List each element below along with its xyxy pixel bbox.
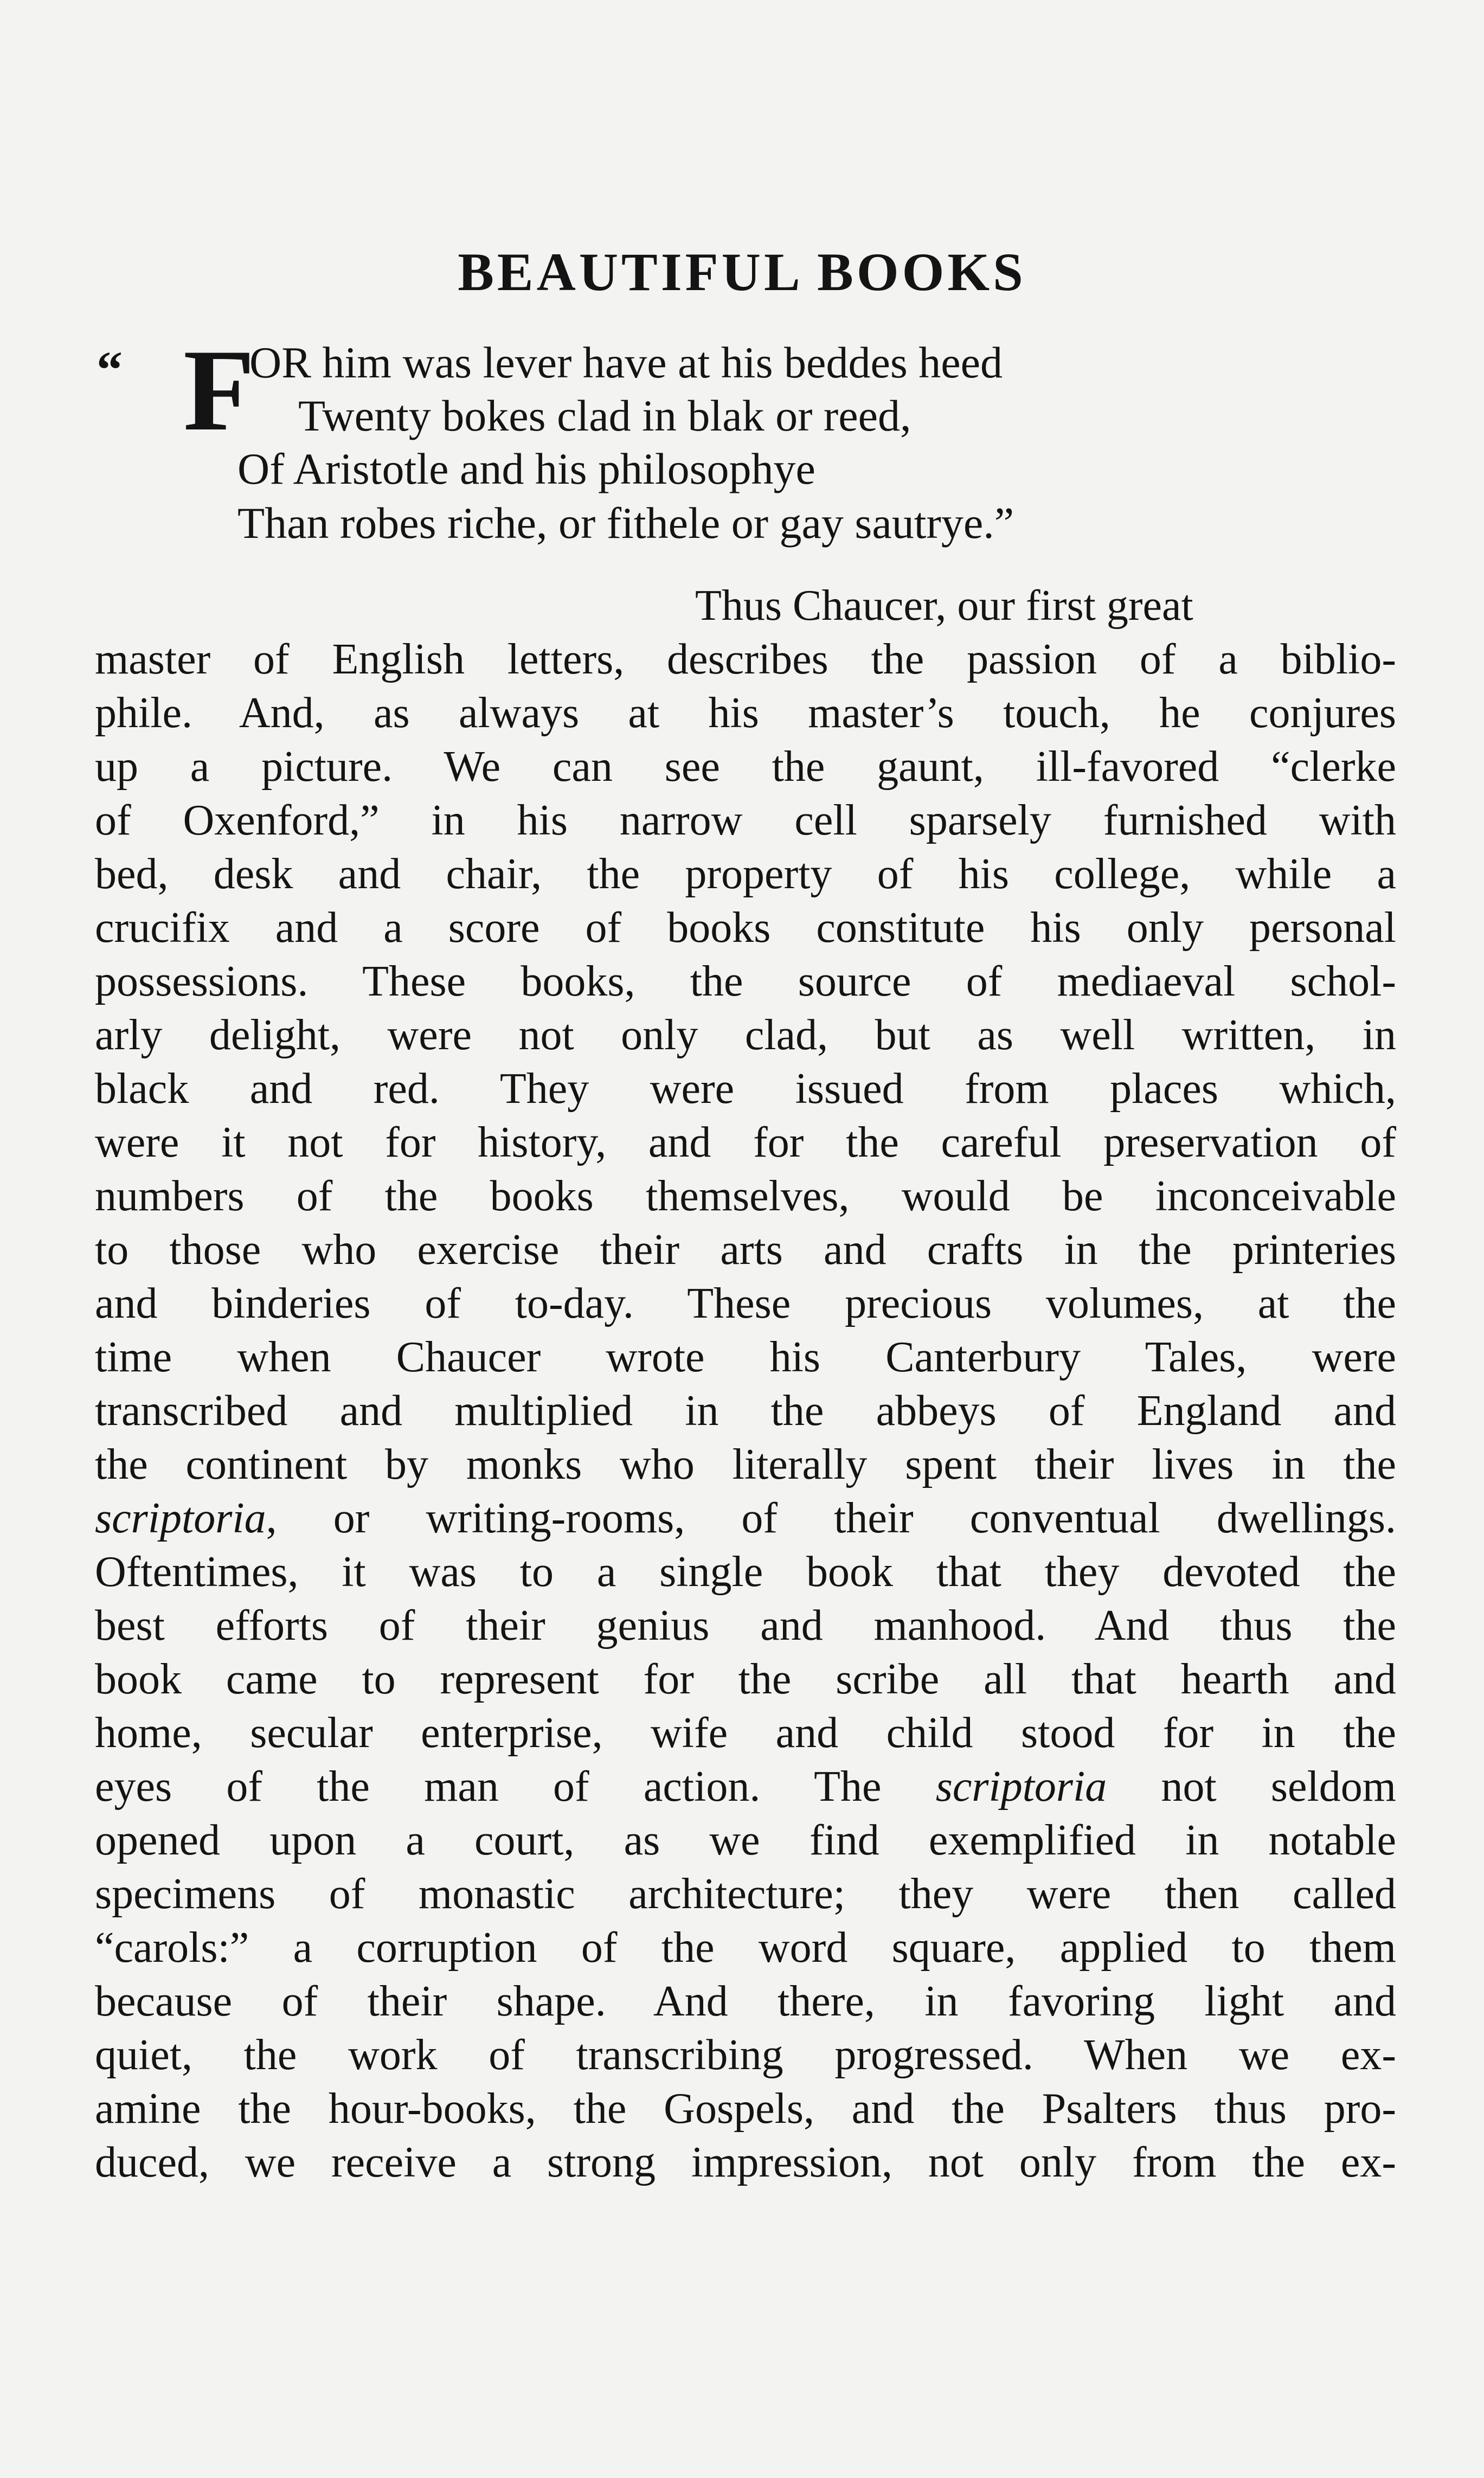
opening-quote-mark: “	[97, 341, 123, 399]
body-text	[95, 579, 1396, 2190]
verse-line: Of Aristotle and his philosophye	[237, 444, 815, 493]
verse-line: OR him was lever have at his beddes heed	[249, 338, 1003, 387]
text-line: bed, desk and chair, the property of his college, while a	[95, 850, 1396, 898]
text-line: the continent by monks who literally spent their lives in the	[95, 1441, 1396, 1488]
text-line: numbers of the books themselves, would be inconceivable	[95, 1172, 1396, 1220]
text-line: book came to represent for the scribe all that hearth and	[95, 1655, 1396, 1703]
chapter-title: BEAUTIFUL BOOKS	[458, 242, 1026, 302]
verse-line: Than robes riche, or fithele or gay sautrye.”	[237, 498, 1014, 548]
text-line: because of their shape. And there, in favoring light and	[95, 1978, 1396, 2025]
text-line: quiet, the work of transcribing progressed. When we ex-	[95, 2031, 1396, 2079]
text-line: arly delight, were not only clad, but as well written, in	[95, 1011, 1396, 1059]
text-line: of Oxenford,” in his narrow cell sparsely furnished with	[95, 797, 1396, 844]
text-line: up a picture. We can see the gaunt, ill-favored “clerke	[95, 743, 1396, 791]
text-line: phile. And, as always at his master’s touch, he conjures	[95, 689, 1396, 737]
text-line: black and red. They were issued from places which,	[95, 1065, 1396, 1113]
text-line: Thus Chaucer, our first great	[695, 582, 1193, 630]
drop-cap-letter: F	[183, 325, 255, 455]
text-line: duced, we receive a strong impression, not only from the ex-	[95, 2139, 1396, 2186]
text-line: scriptoria, or writing-rooms, of their conventual dwellings.	[95, 1494, 1396, 1542]
text-line: were it not for history, and for the careful preservation of	[95, 1119, 1396, 1166]
text-line: time when Chaucer wrote his Canterbury Tales, were	[95, 1333, 1396, 1381]
text-line: specimens of monastic architecture; they were then called	[95, 1870, 1396, 1918]
text-line: Oftentimes, it was to a single book that they devoted the	[95, 1548, 1396, 1596]
text-line: opened upon a court, as we find exemplified in notable	[95, 1816, 1396, 1864]
text-line: amine the hour-books, the Gospels, and the Psalters thus pro-	[95, 2085, 1396, 2133]
text-line: to those who exercise their arts and crafts in the printeries	[95, 1226, 1396, 1274]
verse-line: Twenty bokes clad in blak or reed,	[298, 391, 911, 440]
text-line: best efforts of their genius and manhood. And thus the	[95, 1602, 1396, 1649]
text-line: and binderies of to-day. These precious volumes, at the	[95, 1280, 1396, 1327]
text-line: home, secular enterprise, wife and child stood for in the	[95, 1709, 1396, 1757]
text-line: crucifix and a score of books constitute his only personal	[95, 904, 1396, 952]
text-line: “carols:” a corruption of the word square, applied to them	[95, 1924, 1396, 1972]
text-line: master of English letters, describes the passion of a biblio-	[95, 635, 1396, 683]
text-line: possessions. These books, the source of mediaeval schol-	[95, 958, 1396, 1005]
text-line: transcribed and multiplied in the abbeys of England and	[95, 1387, 1396, 1435]
text-line: eyes of the man of action. The scriptoria not seldom	[95, 1763, 1396, 1811]
